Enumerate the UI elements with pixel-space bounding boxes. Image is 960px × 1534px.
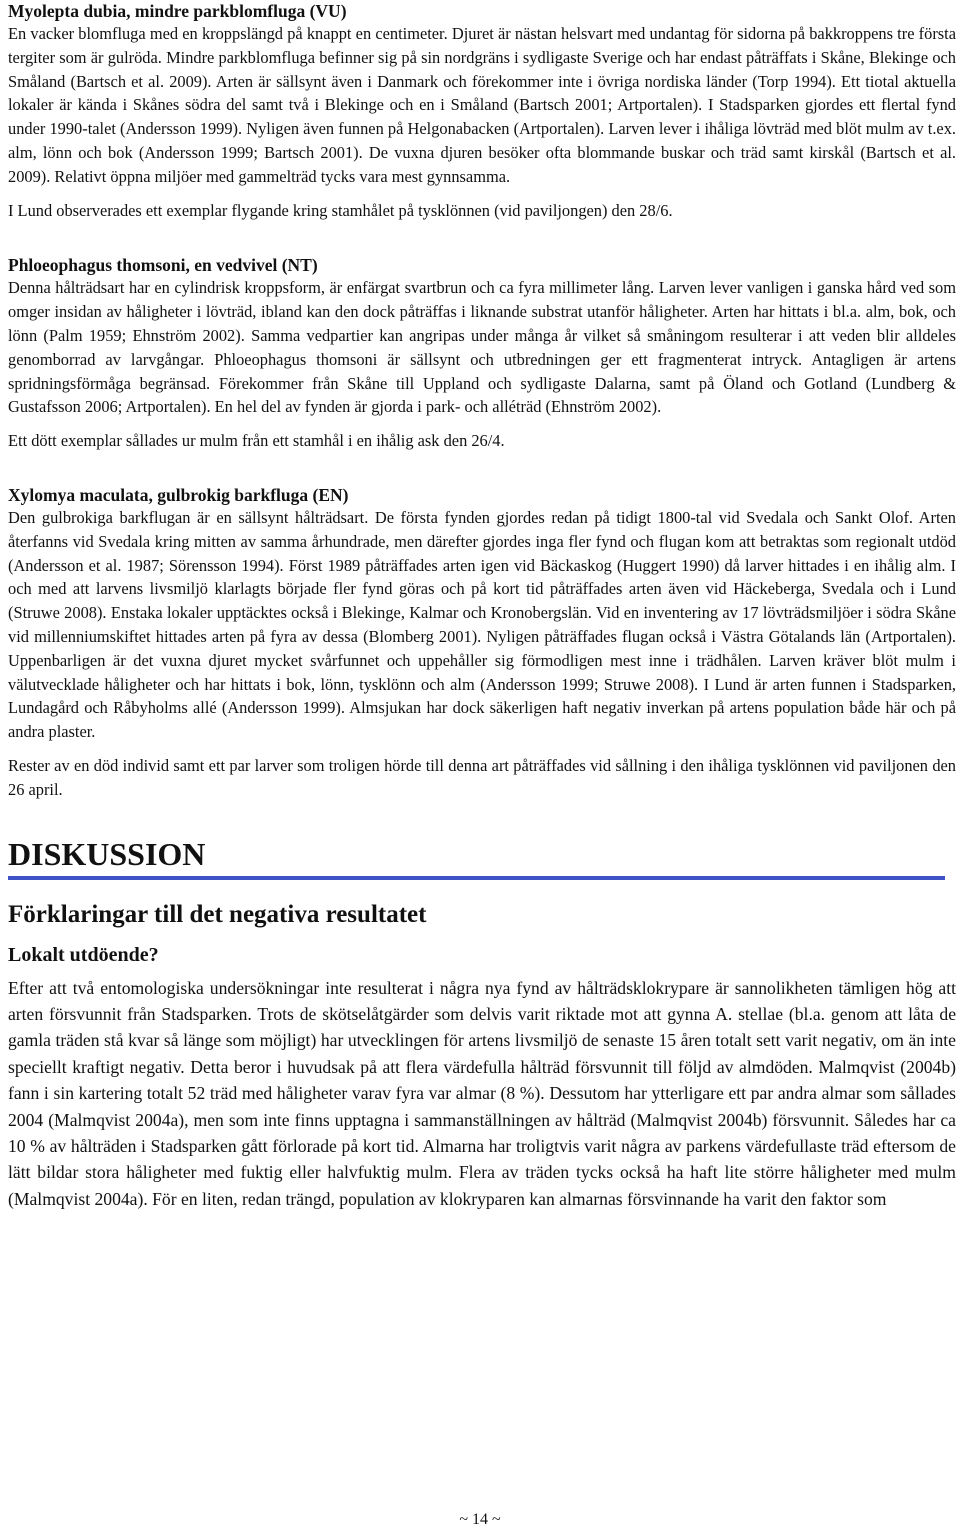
heading-underline (8, 876, 945, 880)
species-description: En vacker blomfluga med en kroppslängd på knappt en centimeter. Djuret är nästan helsvart med undantag för sidorna på bakkroppens tre första tergiter som är gulröda. Mindre parkblomfluga befinner sig på sin nordgräns i sydligaste Sverige och har endast påträffats i Skåne, Blekinge och Småland (Bartsch et al. 2009). Arten är sällsynt även i Danmark och förekommer inte i övriga nordiska länder (Torp 1994). Ett tiotal aktuella lokaler är kända i Skånes södra del samt två i Blekinge och en i Småland (Bartsch 2001; Artportalen). I Stadsparken gjordes ett flertal fynd under 1990-talet (Andersson 1999). Nyligen även funnen på Helgonabacken (Artportalen). Larven lever i ihåliga lövträd med blöt mulm av t.ex. alm, lönn och bok (Andersson 1999; Bartsch 2001). De vuxna djuren besöker ofta blommande buskar och träd samt kirskål (Bartsch et al. 2009). Relativt öppna miljöer med gammelträd tycks vara mest gynnsamma. (8, 24, 956, 186)
species-title: Phloeophagus thomsoni, en vedvivel (NT) (8, 255, 318, 276)
discussion-body: Efter att två entomologiska undersökningar inte resulterat i några nya fynd av hålträdsklokrypare är sannolikheten tämligen hög att arten försvunnit från Stadsparken. Trots de skötselåtgärder som delvis varit riktade mot att gynna A. stellae (bl.a. genom att låta de gamla träden stå kvar så länge som möjligt) har utvecklingen för artens livsmiljö de senaste 15 åren totalt sett varit negativ, om än inte speciellt kraftigt negativ. Detta beror i huvudsak på att flera värdefulla hålträd försvunnit till följd av almdöden. Malmqvist (2004b) fann i sin kartering totalt 52 träd med håligheter varav fyra var almar (8 %). Dessutom har ytterligare ett par andra almar som sållades 2004 (Malmqvist 2004a), men som inte finns upptagna i sammanställningen av hålträd (Malmqvist 2004b) försvunnit. Således har ca 10 % av hålträden i Stadsparken gått förlorade på kort tid. Almarna har troligtvis varit några av parkens värdefullaste träd eftersom de lätt bildar stora håligheter med fuktig eller halvfuktig mulm. Flera av träden tycks också ha haft lite större håligheter med mulm (Malmqvist 2004a). För en liten, redan trängd, population av klokryparen kan almarnas försvinnande ha varit den faktor som (8, 977, 956, 1209)
discussion-section (8, 834, 956, 1213)
observation-note: Ett dött exemplar sållades ur mulm från ett stamhål i en ihålig ask den 26/4. (8, 431, 505, 451)
section-subheading: Förklaringar till det negativa resultatet (8, 900, 427, 928)
observation-note: I Lund observerades ett exemplar flygande kring stamhålet på tysklönnen (vid paviljongen) den 28/6. (8, 200, 673, 220)
species-description: Den gulbrokiga barkflugan är en sällsynt hålträdsart. De första fynden gjordes redan på tidigt 1800-tal vid Svedala och Sankt Olof. Arten återfanns vid Svedala kring mitten av samma århundrade, men därefter gjordes inga fler fynd och flugan kom att betraktas som regionalt utdöd (Andersson et al. 1987; Sörensson 1994). Först 1989 påträffades arten igen vid Bäckaskog (Huggert 1990) då larver hittades i en ihålig alm. I och med att larvens livsmiljö klarlagts började fler fynd göras och på kort tid påträffades arten även vid Häckeberga, Svedala och i Lund (Struwe 2008). Enstaka lokaler upptäcktes också i Blekinge, Kalmar och Kronobergslän. Vid en inventering av 17 lövträdsmiljöer i södra Skåne vid millenniumskiftet hittades arten på fyra av dessa (Blomberg 2001). Nyligen påträffades flugan också i Västra Götalands län (Artportalen). Uppenbarligen är det vuxna djuret mycket svårfunnet och uppehåller sig förmodligen mest inne i trädhålen. Larven kräver blöt mulm i välutvecklade håligheter och har hittats i bok, lönn, tysklönn och alm (Andersson 1999; Struwe 2008). I Lund är arten funnen i Stadsparken, Lundagård och Råbyholms allé (Andersson 1999). Almsjukan har dock säkerligen haft negativ inverkan på artens population både här och på andra plaster. (8, 507, 956, 742)
page-number: ~ 14 ~ (459, 1511, 501, 1528)
section-subsubheading: Lokalt utdöende? (8, 943, 159, 966)
species-phloeophagus (8, 254, 956, 453)
species-description: Denna hålträdsart har en cylindrisk kroppsform, är enfärgat svartbrun och ca fyra millimeter lång. Larven lever vanligen i ganska hård ved som omger insidan av håligheter i lövträd, ibland kan den dock påträffas i liknande substrat utanför håligheter. Arten har hittats i bl.a. alm, bok, och lönn (Palm 1959; Ehnström 2002). Samma vedpartier kan angripas under många år vilket så småningom resulterar i att veden blir alldeles genomborrad av larvgångar. Phloeophagus thomsoni är sällsynt och utbredningen ger ett fragmenterat intryck. Antagligen är artens spridningsförmåga begränsad. Förekommer från Skåne till Uppland och sydligaste Dalarna, samt på Öland och Gotland (Lundberg & Gustafsson 2006; Artportalen). En hel del av fynden är gjorda i park- och alléträd (Ehnström 2002). (8, 278, 956, 417)
observation-note: Rester av en död individ samt ett par larver som troligen hörde till denna art påträffades vid sållning i den ihåliga tysklönnen vid paviljonen den 26 april. (8, 755, 956, 799)
species-title: Xylomya maculata, gulbrokig barkfluga (EN) (8, 484, 349, 505)
document-page (8, 0, 956, 1212)
discussion-heading: DISKUSSION (8, 835, 206, 872)
species-xylomya (8, 484, 956, 802)
species-myolepta (8, 0, 956, 222)
species-title: Myolepta dubia, mindre parkblomfluga (VU) (8, 1, 347, 21)
